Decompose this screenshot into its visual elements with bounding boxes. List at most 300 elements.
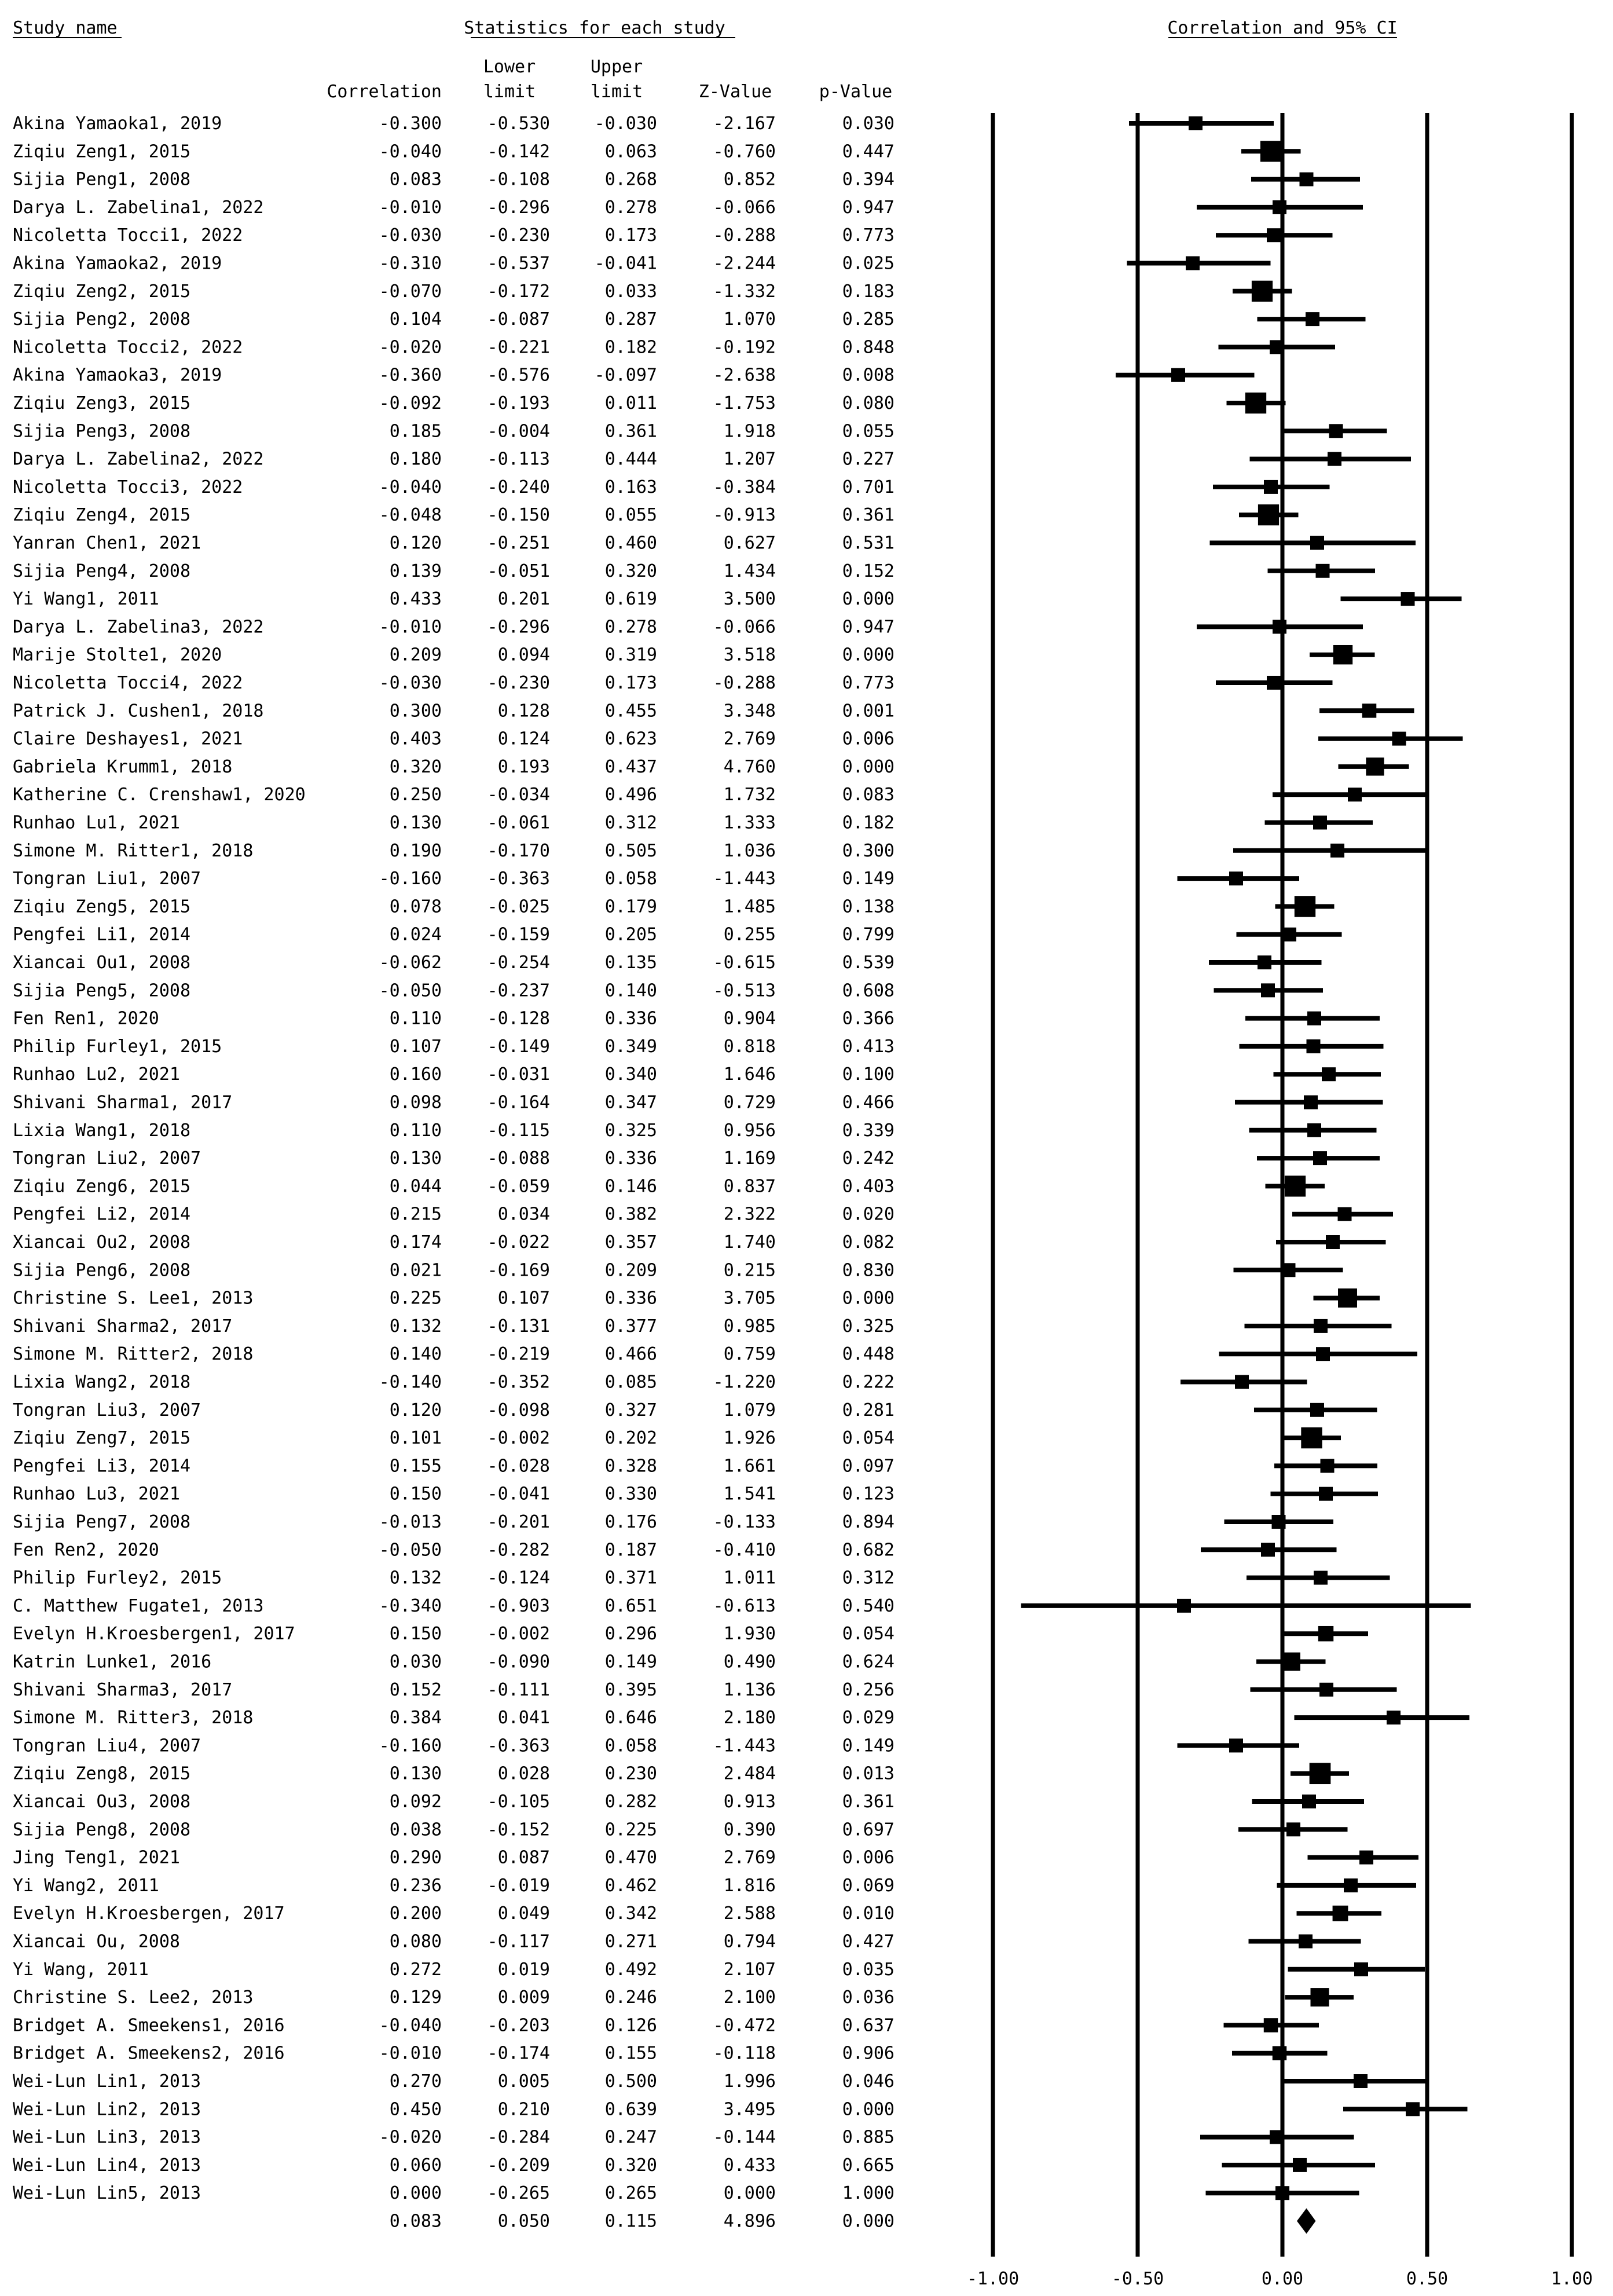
cell-upper-limit: 0.336 <box>604 1288 657 1309</box>
study-row <box>13 1708 895 1728</box>
cell-lower-limit: -0.061 <box>487 812 550 833</box>
cell-p-value: 0.054 <box>842 1428 895 1449</box>
study-row <box>13 2044 895 2064</box>
cell-p-value: 0.138 <box>842 896 895 917</box>
effect-marker <box>1258 504 1279 525</box>
cell-lower-limit: -0.530 <box>487 113 550 134</box>
cell-p-value: 0.448 <box>842 1344 895 1365</box>
cell-study-name: Xiancai Ou, 2008 <box>13 1931 180 1952</box>
study-row <box>13 1932 895 1952</box>
study-row <box>13 2015 895 2035</box>
cell-correlation: -0.140 <box>379 1372 442 1393</box>
cell-z-value: 1.169 <box>723 1148 776 1169</box>
cell-study-name: Shivani Sharma1, 2017 <box>13 1092 233 1113</box>
cell-upper-limit: 0.149 <box>604 1651 657 1672</box>
cell-z-value: 2.322 <box>723 1204 776 1225</box>
cell-correlation: 0.078 <box>389 896 442 917</box>
cell-p-value: 0.149 <box>842 869 895 889</box>
effect-marker <box>1252 281 1273 302</box>
cell-upper-limit: 0.146 <box>604 1176 657 1197</box>
cell-z-value: -0.410 <box>713 1540 776 1561</box>
cell-study-name: Fen Ren2, 2020 <box>13 1540 159 1561</box>
cell-p-value: 0.848 <box>842 337 895 358</box>
cell-lower-limit: -0.201 <box>487 1512 550 1532</box>
cell-p-value: 0.227 <box>842 449 895 470</box>
study-row <box>13 1624 895 1644</box>
cell-z-value: 1.646 <box>723 1064 776 1085</box>
cell-upper-limit: 0.209 <box>604 1260 657 1281</box>
cell-correlation: 0.140 <box>389 1344 442 1365</box>
effect-marker <box>1177 1599 1191 1613</box>
cell-upper-limit: 0.492 <box>604 1959 657 1980</box>
cell-z-value: -0.513 <box>713 980 776 1001</box>
cell-p-value: 0.013 <box>842 1763 895 1784</box>
cell-z-value: 2.100 <box>723 1987 776 2008</box>
cell-correlation: 0.110 <box>389 1120 442 1141</box>
cell-upper-limit: 0.395 <box>604 1679 657 1700</box>
study-row <box>13 2099 895 2119</box>
cell-study-name: Shivani Sharma3, 2017 <box>13 1679 233 1700</box>
cell-z-value: 3.500 <box>723 589 776 610</box>
cell-lower-limit: -0.128 <box>487 1008 550 1029</box>
study-row <box>13 365 895 386</box>
cell-lower-limit: -0.152 <box>487 1819 550 1840</box>
cell-lower-limit: -0.111 <box>487 1679 550 1700</box>
cell-upper-limit: 0.651 <box>604 1595 657 1616</box>
cell-upper-limit: 0.063 <box>604 141 657 162</box>
cell-z-value: 2.769 <box>723 1847 776 1868</box>
cell-correlation: -0.062 <box>379 953 442 973</box>
effect-marker <box>1354 2074 1368 2088</box>
cell-study-name: Ziqiu Zeng3, 2015 <box>13 393 191 413</box>
cell-study-name: Lixia Wang1, 2018 <box>13 1120 191 1141</box>
cell-z-value: -0.288 <box>713 673 776 693</box>
study-row <box>13 1792 895 1812</box>
cell-correlation: -0.048 <box>379 505 442 526</box>
cell-upper-limit: -0.041 <box>594 253 657 274</box>
cell-correlation: 0.129 <box>389 1987 442 2008</box>
col-header-upper-1: Upper <box>590 57 643 77</box>
study-row <box>13 1400 895 1420</box>
cell-lower-limit: -0.124 <box>487 1568 550 1588</box>
cell-lower-limit: -0.363 <box>487 1735 550 1756</box>
cell-p-value: 0.000 <box>842 1288 895 1309</box>
cell-study-name: Sijia Peng2, 2008 <box>13 309 191 330</box>
cell-z-value: 1.079 <box>723 1400 776 1420</box>
cell-study-name: Sijia Peng7, 2008 <box>13 1512 191 1532</box>
cell-p-value: 0.773 <box>842 225 895 246</box>
header-study-name: Study name <box>13 18 118 38</box>
cell-p-value: 0.339 <box>842 1120 895 1141</box>
cell-upper-limit: 0.268 <box>604 169 657 190</box>
effect-marker <box>1295 896 1315 917</box>
effect-marker <box>1330 844 1344 858</box>
cell-z-value: 1.541 <box>723 1484 776 1504</box>
study-row <box>13 1344 895 1364</box>
study-row <box>13 561 895 581</box>
cell-p-value: 0.222 <box>842 1372 895 1393</box>
study-row <box>13 1568 895 1588</box>
cell-z-value: -0.066 <box>713 617 776 638</box>
cell-lower-limit: -0.098 <box>487 1400 550 1420</box>
cell-correlation: 0.185 <box>389 421 442 442</box>
cell-lower-limit: 0.107 <box>497 1288 550 1309</box>
cell-upper-limit: 0.342 <box>604 1903 657 1924</box>
col-header-lower-2: limit <box>483 82 536 102</box>
cell-study-name: Shivani Sharma2, 2017 <box>13 1316 233 1336</box>
cell-correlation: 0.450 <box>389 2099 442 2120</box>
cell-correlation: 0.038 <box>389 1819 442 1840</box>
cell-upper-limit: 0.319 <box>604 645 657 665</box>
summary-cell-p-value: 0.000 <box>842 2211 895 2232</box>
cell-study-name: Darya L. Zabelina2, 2022 <box>13 449 264 470</box>
cell-correlation: 0.180 <box>389 449 442 470</box>
cell-lower-limit: -0.352 <box>487 1372 550 1393</box>
cell-upper-limit: 0.265 <box>604 2183 657 2204</box>
cell-upper-limit: 0.330 <box>604 1484 657 1504</box>
cell-correlation: 0.300 <box>389 701 442 722</box>
cell-z-value: 4.760 <box>723 756 776 777</box>
cell-p-value: 0.083 <box>842 785 895 805</box>
cell-z-value: -0.192 <box>713 337 776 358</box>
cell-lower-limit: -0.028 <box>487 1456 550 1477</box>
cell-upper-limit: 0.163 <box>604 477 657 497</box>
cell-study-name: Wei-Lun Lin5, 2013 <box>13 2183 201 2204</box>
summary-cell-lower-limit: 0.050 <box>497 2211 550 2232</box>
study-row <box>13 1204 895 1225</box>
effect-marker <box>1300 173 1314 186</box>
cell-z-value: -1.332 <box>713 281 776 302</box>
effect-marker <box>1299 1935 1313 1949</box>
cell-lower-limit: 0.124 <box>497 728 550 749</box>
cell-study-name: Sijia Peng5, 2008 <box>13 980 191 1001</box>
effect-marker <box>1310 1403 1324 1417</box>
study-row <box>13 729 895 749</box>
study-row <box>13 785 895 805</box>
cell-study-name: Wei-Lun Lin2, 2013 <box>13 2099 201 2120</box>
cell-p-value: 0.539 <box>842 953 895 973</box>
cell-p-value: 0.152 <box>842 561 895 581</box>
cell-z-value: -0.760 <box>713 141 776 162</box>
study-row <box>13 1176 895 1196</box>
cell-lower-limit: 0.193 <box>497 756 550 777</box>
study-row <box>13 869 895 889</box>
cell-lower-limit: -0.019 <box>487 1875 550 1896</box>
effect-marker <box>1229 871 1243 885</box>
cell-study-name: Gabriela Krumm1, 2018 <box>13 756 233 777</box>
cell-lower-limit: -0.115 <box>487 1120 550 1141</box>
cell-z-value: 3.348 <box>723 701 776 722</box>
cell-upper-limit: 0.312 <box>604 812 657 833</box>
cell-lower-limit: -0.284 <box>487 2127 550 2148</box>
cell-correlation: -0.040 <box>379 141 442 162</box>
cell-z-value: 0.985 <box>723 1316 776 1336</box>
cell-correlation: 0.225 <box>389 1288 442 1309</box>
cell-correlation: 0.270 <box>389 2071 442 2092</box>
effect-marker <box>1348 788 1362 801</box>
cell-lower-limit: -0.087 <box>487 309 550 330</box>
cell-study-name: Wei-Lun Lin3, 2013 <box>13 2127 201 2148</box>
cell-study-name: Akina Yamaoka2, 2019 <box>13 253 222 274</box>
effect-marker <box>1285 1176 1306 1196</box>
cell-p-value: 0.069 <box>842 1875 895 1896</box>
cell-z-value: 2.107 <box>723 1959 776 1980</box>
effect-marker <box>1304 1096 1318 1109</box>
effect-marker <box>1267 228 1281 242</box>
cell-lower-limit: 0.019 <box>497 1959 550 1980</box>
cell-study-name: Fen Ren1, 2020 <box>13 1008 159 1029</box>
study-row <box>13 925 895 945</box>
cell-p-value: 0.100 <box>842 1064 895 1085</box>
cell-z-value: 3.705 <box>723 1288 776 1309</box>
cell-study-name: Philip Furley1, 2015 <box>13 1036 222 1057</box>
cell-lower-limit: -0.159 <box>487 924 550 945</box>
cell-upper-limit: 0.126 <box>604 2015 657 2036</box>
effect-marker <box>1267 676 1281 690</box>
study-row <box>13 2127 895 2148</box>
cell-study-name: Runhao Lu2, 2021 <box>13 1064 180 1085</box>
study-row <box>13 1037 895 1057</box>
cell-lower-limit: -0.170 <box>487 840 550 861</box>
study-row <box>13 813 895 833</box>
cell-correlation: -0.160 <box>379 869 442 889</box>
cell-study-name: Tongran Liu2, 2007 <box>13 1148 201 1169</box>
cell-lower-limit: -0.149 <box>487 1036 550 1057</box>
cell-study-name: Sijia Peng8, 2008 <box>13 1819 191 1840</box>
cell-correlation: 0.030 <box>389 1651 442 1672</box>
study-row <box>13 1288 895 1309</box>
cell-p-value: 0.447 <box>842 141 895 162</box>
cell-upper-limit: 0.287 <box>604 309 657 330</box>
study-row <box>13 1260 895 1280</box>
cell-lower-limit: -0.172 <box>487 281 550 302</box>
study-row <box>13 1876 895 1896</box>
cell-z-value: 1.011 <box>723 1568 776 1588</box>
cell-correlation: 0.290 <box>389 1847 442 1868</box>
cell-p-value: 0.894 <box>842 1512 895 1532</box>
cell-lower-limit: -0.240 <box>487 477 550 497</box>
cell-lower-limit: 0.028 <box>497 1763 550 1784</box>
cell-p-value: 0.361 <box>842 1792 895 1812</box>
effect-marker <box>1392 732 1406 746</box>
cell-lower-limit: 0.049 <box>497 1903 550 1924</box>
cell-p-value: 0.001 <box>842 701 895 722</box>
x-tick-label: -1.00 <box>966 2269 1020 2289</box>
cell-study-name: Simone M. Ritter1, 2018 <box>13 840 254 861</box>
cell-lower-limit: -0.254 <box>487 953 550 973</box>
cell-p-value: 0.697 <box>842 1819 895 1840</box>
cell-p-value: 0.054 <box>842 1624 895 1645</box>
summary-cell-correlation: 0.083 <box>389 2211 442 2232</box>
effect-marker <box>1319 1487 1333 1501</box>
cell-p-value: 0.010 <box>842 1903 895 1924</box>
cell-study-name: Pengfei Li2, 2014 <box>13 1204 191 1225</box>
cell-lower-limit: -0.150 <box>487 505 550 526</box>
cell-p-value: 0.427 <box>842 1931 895 1952</box>
cell-lower-limit: -0.296 <box>487 197 550 218</box>
cell-correlation: -0.070 <box>379 281 442 302</box>
effect-marker <box>1275 2186 1289 2200</box>
effect-marker <box>1270 2130 1284 2144</box>
cell-correlation: -0.030 <box>379 673 442 693</box>
cell-correlation: -0.050 <box>379 980 442 1001</box>
effect-marker <box>1189 116 1203 130</box>
study-row <box>13 1093 895 1113</box>
study-row <box>13 254 895 274</box>
cell-lower-limit: -0.193 <box>487 393 550 413</box>
cell-p-value: 0.773 <box>842 673 895 693</box>
cell-correlation: -0.010 <box>379 617 442 638</box>
study-row <box>13 2155 895 2176</box>
cell-p-value: 0.701 <box>842 477 895 497</box>
effect-marker <box>1338 1207 1352 1221</box>
cell-p-value: 0.682 <box>842 1540 895 1561</box>
study-row <box>13 1680 895 1700</box>
cell-correlation: 0.130 <box>389 1763 442 1784</box>
study-row <box>13 1120 895 1141</box>
cell-p-value: 0.608 <box>842 980 895 1001</box>
summary-row <box>390 2211 895 2232</box>
study-row <box>13 896 895 917</box>
cell-study-name: Katherine C. Crenshaw1, 2020 <box>13 785 306 805</box>
effect-marker <box>1286 1822 1300 1836</box>
cell-p-value: 0.000 <box>842 645 895 665</box>
cell-p-value: 0.531 <box>842 533 895 554</box>
cell-study-name: Lixia Wang2, 2018 <box>13 1372 191 1393</box>
cell-correlation: 0.024 <box>389 924 442 945</box>
cell-z-value: 1.996 <box>723 2071 776 2092</box>
effect-marker <box>1313 816 1327 830</box>
cell-z-value: 0.433 <box>723 2155 776 2176</box>
cell-lower-limit: -0.219 <box>487 1344 550 1365</box>
cell-upper-limit: 0.382 <box>604 1204 657 1225</box>
cell-correlation: -0.040 <box>379 2015 442 2036</box>
cell-upper-limit: 0.182 <box>604 337 657 358</box>
cell-upper-limit: 0.058 <box>604 1735 657 1756</box>
effect-marker <box>1316 564 1330 578</box>
cell-p-value: 0.082 <box>842 1232 895 1253</box>
cell-p-value: 0.008 <box>842 365 895 386</box>
study-row <box>13 1009 895 1029</box>
col-header-correlation: Correlation <box>327 82 442 102</box>
study-row <box>13 617 895 637</box>
effect-marker <box>1302 1795 1316 1808</box>
cell-upper-limit: -0.030 <box>594 113 657 134</box>
effect-marker <box>1273 620 1286 633</box>
study-row <box>13 281 895 302</box>
cell-correlation: 0.060 <box>389 2155 442 2176</box>
study-row <box>13 421 895 441</box>
cell-study-name: Nicoletta Tocci2, 2022 <box>13 337 243 358</box>
cell-upper-limit: 0.639 <box>604 2099 657 2120</box>
cell-study-name: Simone M. Ritter2, 2018 <box>13 1344 254 1365</box>
cell-upper-limit: 0.361 <box>604 421 657 442</box>
cell-study-name: Christine S. Lee2, 2013 <box>13 1987 254 2008</box>
effect-marker <box>1307 1123 1321 1137</box>
cell-correlation: 0.236 <box>389 1875 442 1896</box>
study-row <box>13 225 895 246</box>
effect-marker <box>1329 424 1343 438</box>
cell-upper-limit: 0.055 <box>604 505 657 526</box>
cell-study-name: Nicoletta Tocci4, 2022 <box>13 673 243 693</box>
cell-z-value: -0.384 <box>713 477 776 497</box>
study-row <box>13 1456 895 1476</box>
cell-lower-limit: -0.002 <box>487 1428 550 1449</box>
study-row <box>13 757 895 777</box>
cell-z-value: 1.926 <box>723 1428 776 1449</box>
cell-z-value: -2.167 <box>713 113 776 134</box>
cell-p-value: 0.799 <box>842 924 895 945</box>
cell-correlation: 0.433 <box>389 589 442 610</box>
cell-lower-limit: -0.031 <box>487 1064 550 1085</box>
cell-p-value: 0.080 <box>842 393 895 413</box>
effect-marker <box>1235 1375 1249 1389</box>
effect-marker <box>1171 368 1185 382</box>
cell-z-value: -0.472 <box>713 2015 776 2036</box>
cell-z-value: 1.434 <box>723 561 776 581</box>
effect-marker <box>1264 2018 1278 2032</box>
effect-marker <box>1333 1906 1348 1921</box>
study-row <box>13 113 895 134</box>
study-row <box>13 449 895 470</box>
summary-cell-upper-limit: 0.115 <box>604 2211 657 2232</box>
cell-z-value: -2.638 <box>713 365 776 386</box>
cell-study-name: Ziqiu Zeng2, 2015 <box>13 281 191 302</box>
effect-marker <box>1273 2046 1286 2060</box>
effect-marker <box>1321 1459 1335 1473</box>
cell-upper-limit: 0.205 <box>604 924 657 945</box>
cell-z-value: 1.816 <box>723 1875 776 1896</box>
effect-marker <box>1310 536 1324 550</box>
cell-study-name: Ziqiu Zeng6, 2015 <box>13 1176 191 1197</box>
cell-upper-limit: 0.500 <box>604 2071 657 2092</box>
cell-upper-limit: 0.444 <box>604 449 657 470</box>
cell-correlation: 0.403 <box>389 728 442 749</box>
cell-upper-limit: 0.466 <box>604 1344 657 1365</box>
cell-z-value: 0.627 <box>723 533 776 554</box>
cell-p-value: 0.285 <box>842 309 895 330</box>
cell-upper-limit: 0.327 <box>604 1400 657 1420</box>
cell-z-value: 0.913 <box>723 1792 776 1812</box>
cell-correlation: 0.092 <box>389 1792 442 1812</box>
cell-upper-limit: 0.173 <box>604 673 657 693</box>
cell-p-value: 0.036 <box>842 1987 895 2008</box>
cell-correlation: 0.250 <box>389 785 442 805</box>
effect-marker <box>1310 1763 1331 1784</box>
effect-marker <box>1322 1067 1336 1081</box>
summary-diamond <box>1297 2209 1316 2234</box>
cell-upper-limit: 0.271 <box>604 1931 657 1952</box>
study-row <box>13 141 895 162</box>
cell-study-name: Akina Yamaoka1, 2019 <box>13 113 222 134</box>
cell-study-name: Christine S. Lee1, 2013 <box>13 1288 254 1309</box>
cell-correlation: 0.107 <box>389 1036 442 1057</box>
header-correlation-ci: Correlation and 95% CI <box>1167 18 1398 38</box>
cell-study-name: Ziqiu Zeng5, 2015 <box>13 896 191 917</box>
effect-marker <box>1319 1683 1333 1697</box>
cell-z-value: -1.220 <box>713 1372 776 1393</box>
study-row <box>13 533 895 554</box>
cell-z-value: 0.956 <box>723 1120 776 1141</box>
cell-p-value: 0.403 <box>842 1176 895 1197</box>
cell-correlation: -0.040 <box>379 477 442 497</box>
effect-marker <box>1406 2102 1420 2116</box>
cell-upper-limit: 0.328 <box>604 1456 657 1477</box>
plot-marks <box>1021 116 1471 2234</box>
cell-study-name: Nicoletta Tocci3, 2022 <box>13 477 243 497</box>
cell-correlation: 0.150 <box>389 1624 442 1645</box>
cell-lower-limit: -0.169 <box>487 1260 550 1281</box>
